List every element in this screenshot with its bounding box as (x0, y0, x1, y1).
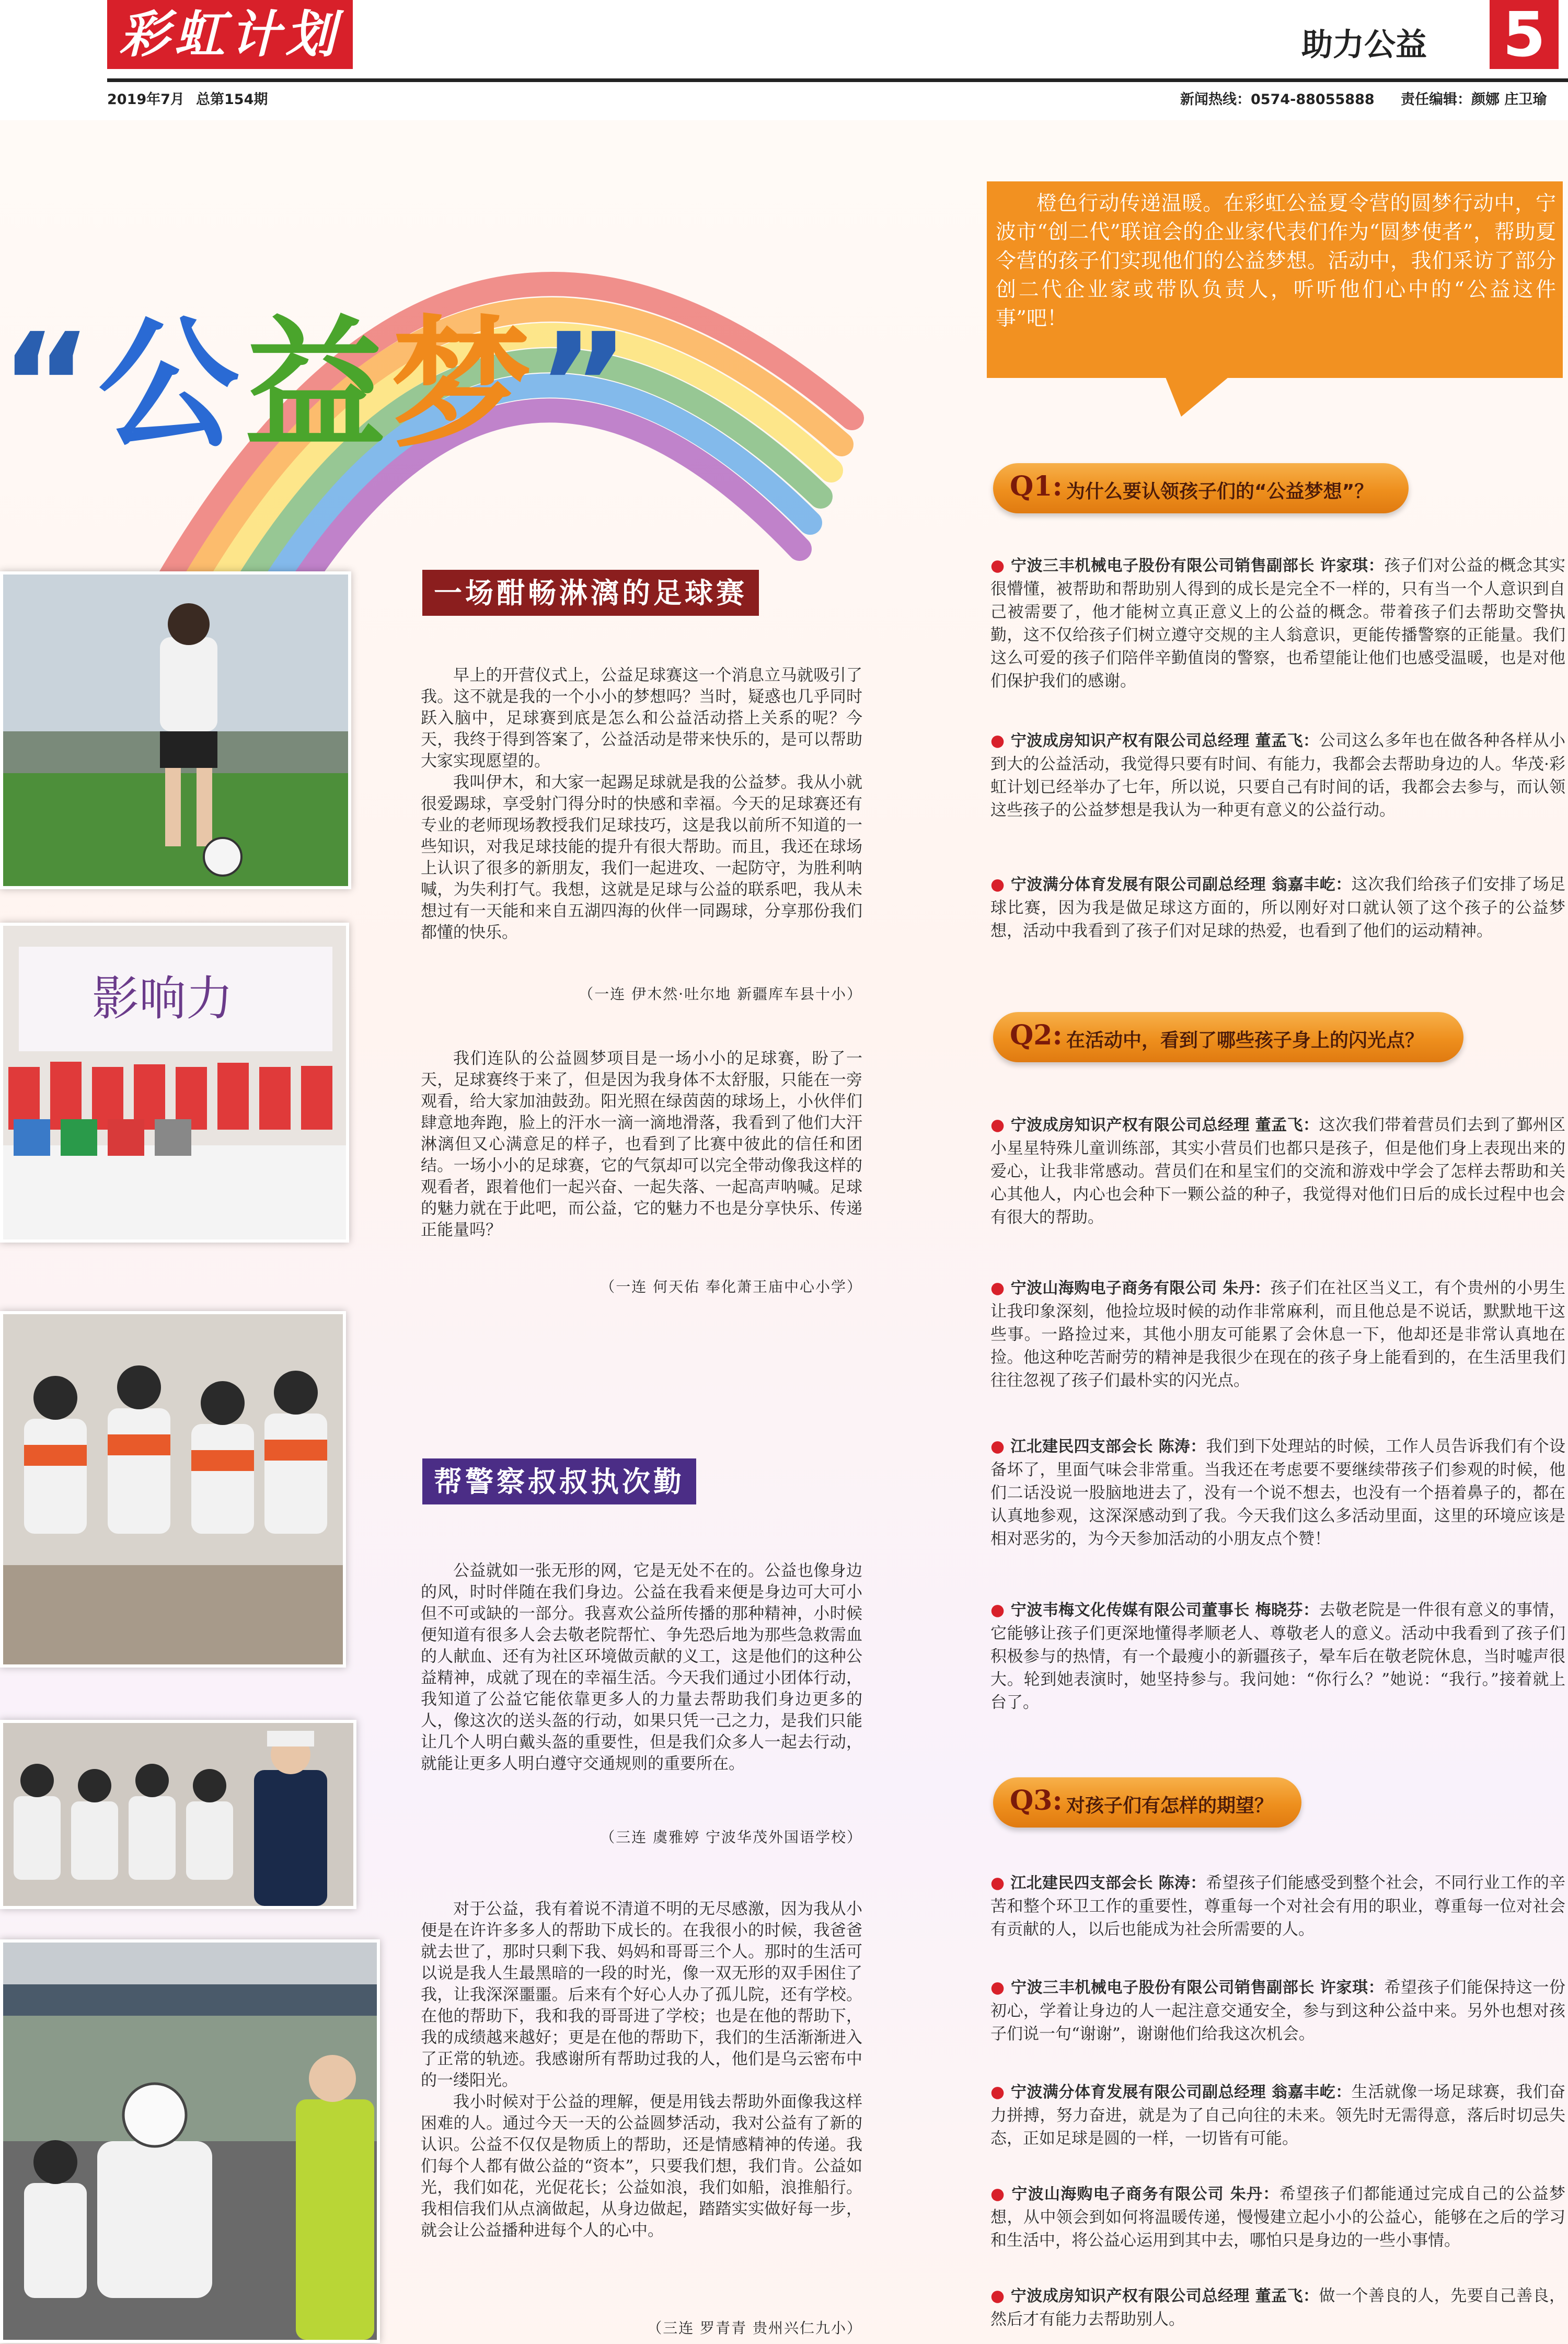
photo-group-banner (0, 923, 349, 1243)
header-rule (107, 78, 1568, 82)
q3-answer-1: ● 江北建民四支部会长 陈涛：希望孩子们能感受到整个社会，不同行业工作的辛苦和整个环卫工作的重要性，尊重每一个对社会有用的职业，尊重每一位对社会有贡献的人，以后也能成为社会所需要的人。 (990, 1874, 1566, 1939)
article-2-paragraph: 我小时候对于公益的理解，便是用钱去帮助外面像我这样困难的人。通过今天一天的公益圆梦活动，我对公益有了新的认识。公益不仅仅是物质上的帮助，还是情感精神的传递。我们每个人都有做公益的“资本”，只要我们想，我们肯。公益如光，我们如花，光促花长；公益如浪，我们如船，浪推船行。我相信我们从点滴做起，从身边做起，踏踏实实做好每一步，就会让公益播种进每个人的心中。 (421, 2093, 862, 2240)
q2-answer-3: ● 江北建民四支部会长 陈涛：我们到下处理站的时候，工作人员告诉我们有个设备坏了，里面气味会非常重。当我还在考虑要不要继续带孩子们参观的时候，他们二话没说一股脑地进去了，没有一个说不想去，也没有一个捂着鼻子的，都在认真地参观，这深深感动到了我。今天我们这么多活动里面，这里的环境应该是相对恶劣的，为今天参加活动的小朋友点个赞！ (990, 1437, 1566, 1548)
q2-answer-4: ● 宁波韦梅文化传媒有限公司董事长 梅晓芬：去敬老院是一件很有意义的事情，它能够让孩子们更深地懂得孝顺老人、尊敬老人的意义。活动中我看到了孩子们积极参与的热情，有一个最瘦小的新疆孩子，晕车后在敬老院休息，当时嘘声很大。轮到她表演时，她坚持参与。我问她：“你行么？”她说：“我行。”接着就上台了。 (990, 1601, 1566, 1712)
main-title (0, 272, 635, 475)
question-2-number: Q2: (1010, 1019, 1063, 1051)
article-2-paragraph: 对于公益，我有着说不清道不明的无尽感激，因为我从小便是在许许多多人的帮助下成长的。在我很小的时候，我爸爸就去世了，那时只剩下我、妈妈和哥哥三个人。那时的生活可以说是我人生最黑暗的一段的时光，像一双无形的双手困住了我，让我深深噩噩。后来有个好心人办了孤儿院，还有学校。在他的帮助下，我和我的哥哥进了学校；也是在他的帮助下，我的成绩越来越好；更是在他的帮助下，我们的生活渐渐进入了正常的轨迹。我感谢所有帮助过我的人，他们是乌云密布中的一缕阳光。 (421, 1900, 862, 2090)
q3-answer-3: ● 宁波满分体育发展有限公司副总经理 翁嘉丰屹：生活就像一场足球赛，我们奋力拼搏，努力奋进，就是为了自己向往的未来。领先时无需得意，落后时切忌失态，正如足球是圆的一样，一切皆有可能。 (990, 2083, 1565, 2148)
q2-answer-1: ● 宁波成房知识产权有限公司总经理 董孟飞：这次我们带着营员们去到了鄞州区小星星特殊儿童训练部，其实小营员们也都只是孩子，但是他们身上表现出来的爱心，让我非常感动。营员们在和星宝们的交流和游戏中学会了怎样去帮助和关心其他人，内心也会种下一颗公益的种子，我觉得对他们日后的成长过程中也会有很大的帮助。 (990, 1116, 1566, 1227)
article-1-signature: （一连 伊木然·吐尔地 新疆库车县十小） (579, 985, 862, 1003)
intro-box-tail (1166, 377, 1228, 417)
svg-text:影响力: 影响力 (92, 971, 233, 1026)
article-1-paragraph: 我们连队的公益圆梦项目是一场小小的足球赛，盼了一天，足球赛终于来了，但是因为我身体不太舒服，只能在一旁观看，给大家加油鼓劲。阳光照在绿茵茵的球场上，小伙伴们肆意地奔跑，脸上的汗水一滴一滴地滑落，我看到了他们大汗淋漓但又心满意足的样子，也看到了比赛中彼此的信任和团结。一场小小的足球赛，它的气氛却可以完全带动像我这样的观看者，跟着他们一起兴奋、一起失落、一起高声呐喊。足球的魅力就在于此吧，而公益，它的魅力不也是分享快乐、传递正能量吗？ (421, 1049, 862, 1239)
title-char-yi: 益 (244, 303, 391, 467)
issue-date: 2019年7月 (107, 91, 185, 108)
title-open-quote: “ (0, 303, 98, 467)
article-2-heading: 帮警察叔叔执次勤 (422, 1458, 696, 1504)
q1-answer-text: 孩子们对公益的概念其实很懵懂，被帮助和帮助别人得到的成长是完全不一样的，只有当一个人意识到自己被需要了，他才能树立真正意义上的公益的概念。带着孩子们去帮助交警执勤，这不仅给孩子们树立遵守交规的主人翁意识，更能传播警察的正能量。我们这么可爱的孩子们陪伴辛勤值岗的警察，也希望能让他们也感受温暖，也是对他们保护我们的感谢。 (990, 556, 1566, 691)
q3-answer-text: 希望孩子们能感受到整个社会，不同行业工作的辛苦和整个环卫工作的重要性，尊重每一个对社会有用的职业，尊重每一位对社会有贡献的人，以后也能成为社会所需要的人。 (990, 1874, 1566, 1939)
q1-answer-3: ● 宁波满分体育发展有限公司副总经理 翁嘉丰屹：这次我们给孩子们安排了场足球比赛，因为我是做足球这方面的，所以刚好对口就认领了这个孩子的公益梦想，活动中我看到了孩子们对足球的热爱，也看到了他们的运动精神。 (990, 875, 1565, 940)
article-2-signature: （三连 虞雅婷 宁波华茂外国语学校） (600, 1829, 862, 1846)
q3-answer-speaker: 江北建民四支部会长 陈涛： (1010, 1874, 1206, 1892)
q2-answer-text: 孩子们在社区当义工，有个贵州的小男生让我印象深刻，他捡垃圾时候的动作非常麻利，而且他总是不说话，默默地干这些事。一路捡过来，其他小朋友可能累了会休息一下，他却还是非常认真地在捡。他这种吃苦耐劳的精神是我很少在现在的孩子身上能看到的，在生活里我们往往忽视了孩子们最朴实的闪光点。 (990, 1279, 1566, 1390)
q2-answer-speaker: 宁波成房知识产权有限公司总经理 董孟飞： (1010, 1116, 1319, 1134)
q3-answer-speaker: 宁波满分体育发展有限公司副总经理 翁嘉丰屹： (1010, 2083, 1352, 2101)
article-1-paragraph: 我叫伊木，和大家一起踢足球就是我的公益梦。我从小就很爱踢球，享受射门得分时的快感和幸福。今天的足球赛还有专业的老师现场教授我们足球技巧，这是我以前所不知道的一些知识，对我足球技能的提升有很大帮助。而且，我还在球场上认识了很多的新朋友，我们一起进攻、一起防守，为胜利呐喊，为失利打气。我想，这就是足球与公益的联系吧，我从未想过有一天能和来自五湖四海的伙伴一同踢球，分享那份我们都懂的快乐。 (421, 773, 862, 942)
article-1-body-2 (421, 1048, 862, 1241)
masthead-logo: 彩虹计划 (107, 0, 353, 69)
article-1-signature-2: （一连 何天佑 奉化萧王庙中心小学） (600, 1278, 862, 1295)
title-close-quote: ” (537, 303, 635, 467)
q2-answer-speaker: 江北建民四支部会长 陈涛： (1010, 1438, 1206, 1456)
question-2-text: 在活动中，看到了哪些孩子身上的闪光点？ (1066, 1030, 1424, 1051)
article-1-paragraph: 早上的开营仪式上，公益足球赛这一个消息立马就吸引了我。这不就是我的一个小小的梦想吗？当时，疑惑也几乎同时跃入脑中，足球赛到底是怎么和公益活动搭上关系的呢？今天，我终于得到答案了，公益活动是带来快乐的，是可以帮助大家实现愿望的。 (421, 666, 862, 771)
issue-number: 总第154期 (196, 91, 268, 108)
q3-answer-speaker: 宁波三丰机械电子股份有限公司销售副部长 许家琪： (1011, 1979, 1385, 1997)
intro-text: 橙色行动传递温暖。在彩虹公益夏令营的圆梦行动中，宁波市“创二代”联谊会的企业家代表们作为“圆梦使者”，帮助夏令营的孩子们实现他们的公益梦想。活动中，我们采访了部分创二代企业家或带队负责人，听听他们心中的“公益这件事”吧！ (996, 192, 1556, 330)
question-1-label (993, 463, 1409, 513)
q2-answer-speaker: 宁波韦梅文化传媒有限公司董事长 梅晓芬： (1010, 1601, 1319, 1619)
q2-answer-text: 这次我们带着营员们去到了鄞州区小星星特殊儿童训练部，其实小营员们也都只是孩子，但是他们身上表现出来的爱心，让我非常感动。营员们在和星宝们的交流和游戏中学会了怎样去帮助和关心其他人，内心也会种下一颗公益的种子，我觉得对他们日后的成长过程中也会有很大的帮助。 (990, 1116, 1566, 1227)
title-char-meng: 梦 (390, 303, 537, 467)
q1-answer-1: ● 宁波三丰机械电子股份有限公司销售副部长 许家琪：孩子们对公益的概念其实很懵懂，被帮助和帮助别人得到的成长是完全不一样的，只有当一个人意识到自己被需要了，他才能树立真正意义上的公益的概念。带着孩子们去帮助交警执勤，这不仅给孩子们树立遵守交规的主人翁意识，更能传播警察的正能量。我们这么可爱的孩子们陪伴辛勤值岗的警察，也希望能让他们也感受温暖，也是对他们保护我们的感谢。 (990, 556, 1566, 691)
q2-answer-text: 去敬老院是一件很有意义的事情，它能够让孩子们更深地懂得孝顺老人、尊敬老人的意义。活动中我看到了孩子们积极参与的热情，有一个最瘦小的新疆孩子，晕车后在敬老院休息，当时嘘声很大。轮到她表演时，她坚持参与。我问她：“你行么？”她说：“我行。”接着就上台了。 (990, 1601, 1566, 1712)
title-char-gong: 公 (98, 303, 245, 467)
article-1-body (421, 665, 862, 944)
page-number: 5 (1490, 0, 1559, 69)
q1-answer-text: 公司这么多年也在做各种各样从小到大的公益活动，我觉得只要有时间、有能力，我都会去帮助身边的人。华茂·彩虹计划已经举办了七年，所以说，只要自己有时间的话，我都会去参与，而认领这些孩子的公益梦想是我认为一种更有意义的公益行动。 (990, 731, 1566, 820)
q2-answer-speaker: 宁波山海购电子商务有限公司 朱丹： (1010, 1279, 1271, 1297)
question-3-text: 对孩子们有怎样的期望？ (1066, 1795, 1274, 1817)
article-2-paragraph: 公益就如一张无形的网，它是无处不在的。公益也像身边的风，时时伴随在我们身边。公益在我看来便是身边可大可小但不可或缺的一部分。我喜欢公益所传播的那种精神，小时候便知道有很多人会去敬老院帮忙、争先恐后地为那些急救需血的人献血、还有为社区环境做贡献的义工，这是他们的这种公益精神，成就了现在的幸福生活。今天我们通过小团体行动，我知道了公益它能依靠更多人的力量去帮助我们身边更多的人，像这次的送头盔的行动，如果只凭一己之力，是我们只能让几个人明白戴头盔的重要性，但是我们众多人一起去行动，就能让更多人明白遵守交通规则的重要所在。 (421, 1561, 862, 1773)
news-hotline: 新闻热线：0574-88055888 (1180, 91, 1375, 108)
q3-answer-speaker: 宁波成房知识产权有限公司总经理 董孟飞： (1010, 2287, 1319, 2305)
editors: 责任编辑：颜娜 庄卫瑜 (1401, 91, 1547, 108)
article-2-signature-2: （三连 罗青青 贵州兴仁九小） (647, 2319, 862, 2337)
question-3-number: Q3: (1010, 1785, 1063, 1817)
q3-answer-text: 希望孩子们能保持这一份初心，学着让身边的人一起注意交通安全，参与到这种公益中来。另外也想对孩子们说一句“谢谢”，谢谢他们给我这次机会。 (990, 1978, 1566, 2043)
question-1-number: Q1: (1010, 470, 1063, 502)
q3-answer-text: 希望孩子们都能通过完成自己的公益梦想，从中领会到如何将温暖传递，慢慢建立起小小的公益心，能够在之后的学习和生活中，将公益心运用到其中去，哪怕只是身边的一些小事情。 (990, 2185, 1566, 2250)
q1-answer-speaker: 宁波三丰机械电子股份有限公司销售副部长 许家琪： (1011, 557, 1385, 575)
q3-answer-text: 做一个善良的人，先要自己善良，然后才有能力去帮助别人。 (990, 2286, 1566, 2329)
q1-answer-2: ● 宁波成房知识产权有限公司总经理 董孟飞：公司这么多年也在做各种各样从小到大的公益活动，我觉得只要有时间、有能力，我都会去帮助身边的人。华茂·彩虹计划已经举办了七年，所以说，只要自己有时间的话，我都会去参与，而认领这些孩子的公益梦想是我认为一种更有意义的公益行动。 (990, 731, 1566, 820)
q2-answer-2: ● 宁波山海购电子商务有限公司 朱丹：孩子们在社区当义工，有个贵州的小男生让我印象深刻，他捡垃圾时候的动作非常麻利，而且他总是不说话，默默地干这些事。一路捡过来，其他小朋友可能累了会休息一下，他却还是非常认真地在捡。他这种吃苦耐劳的精神是我很少在现在的孩子身上能看到的，在生活里我们往往忽视了孩子们最朴实的闪光点。 (990, 1279, 1566, 1390)
question-3-label (993, 1777, 1301, 1828)
q3-answer-2: ● 宁波三丰机械电子股份有限公司销售副部长 许家琪：希望孩子们能保持这一份初心，学着让身边的人一起注意交通安全，参与到这种公益中来。另外也想对孩子们说一句“谢谢”，谢谢他们给我这次机会。 (990, 1978, 1566, 2043)
q3-answer-speaker: 宁波山海购电子商务有限公司 朱丹： (1011, 2185, 1279, 2203)
article-2-body (421, 1560, 862, 1775)
q2-answer-text: 我们到下处理站的时候，工作人员告诉我们有个设备坏了，里面气味会非常重。当我还在考虑要不要继续带孩子们参观的时候，他们二话没说一股脑地进去了，没有一个说不想去，也没有一个捂着鼻子的，都在认真地参观，这深深感动到了我。今天我们这么多活动里面，这里的环境应该是相对恶劣的，为今天参加活动的小朋友点个赞！ (990, 1437, 1566, 1548)
question-2-label (993, 1012, 1463, 1062)
photo-helmet-street (0, 1939, 380, 2343)
q1-answer-speaker: 宁波成房知识产权有限公司总经理 董孟飞： (1010, 732, 1319, 750)
q3-answer-text: 生活就像一场足球赛，我们奋力拼搏，努力奋进，就是为了自己向往的未来。领先时无需得意，落后时切忌失态，正如足球是圆的一样，一切皆有可能。 (990, 2083, 1565, 2148)
question-1-text: 为什么要认领孩子们的“公益梦想”？ (1066, 481, 1374, 502)
section-title: 助力公益 (1301, 27, 1427, 63)
photo-football-player (0, 571, 351, 889)
q3-answer-5: ● 宁波成房知识产权有限公司总经理 董孟飞：做一个善良的人，先要自己善良，然后才有能力去帮助别人。 (990, 2286, 1566, 2329)
photo-police-class (0, 1720, 356, 1909)
article-1-heading: 一场酣畅淋漓的足球赛 (422, 570, 759, 616)
q1-answer-speaker: 宁波满分体育发展有限公司副总经理 翁嘉丰屹： (1010, 876, 1352, 894)
photo-kids-activity (0, 1311, 346, 1668)
q3-answer-4: ● 宁波山海购电子商务有限公司 朱丹：希望孩子们都能通过完成自己的公益梦想，从中领会到如何将温暖传递，慢慢建立起小小的公益心，能够在之后的学习和生活中，将公益心运用到其中去，哪怕只是身边的一些小事情。 (990, 2185, 1566, 2250)
article-2-body-2 (421, 1899, 862, 2242)
q1-answer-text: 这次我们给孩子们安排了场足球比赛，因为我是做足球这方面的，所以刚好对口就认领了这个孩子的公益梦想，活动中我看到了孩子们对足球的热爱，也看到了他们的运动精神。 (990, 875, 1565, 940)
